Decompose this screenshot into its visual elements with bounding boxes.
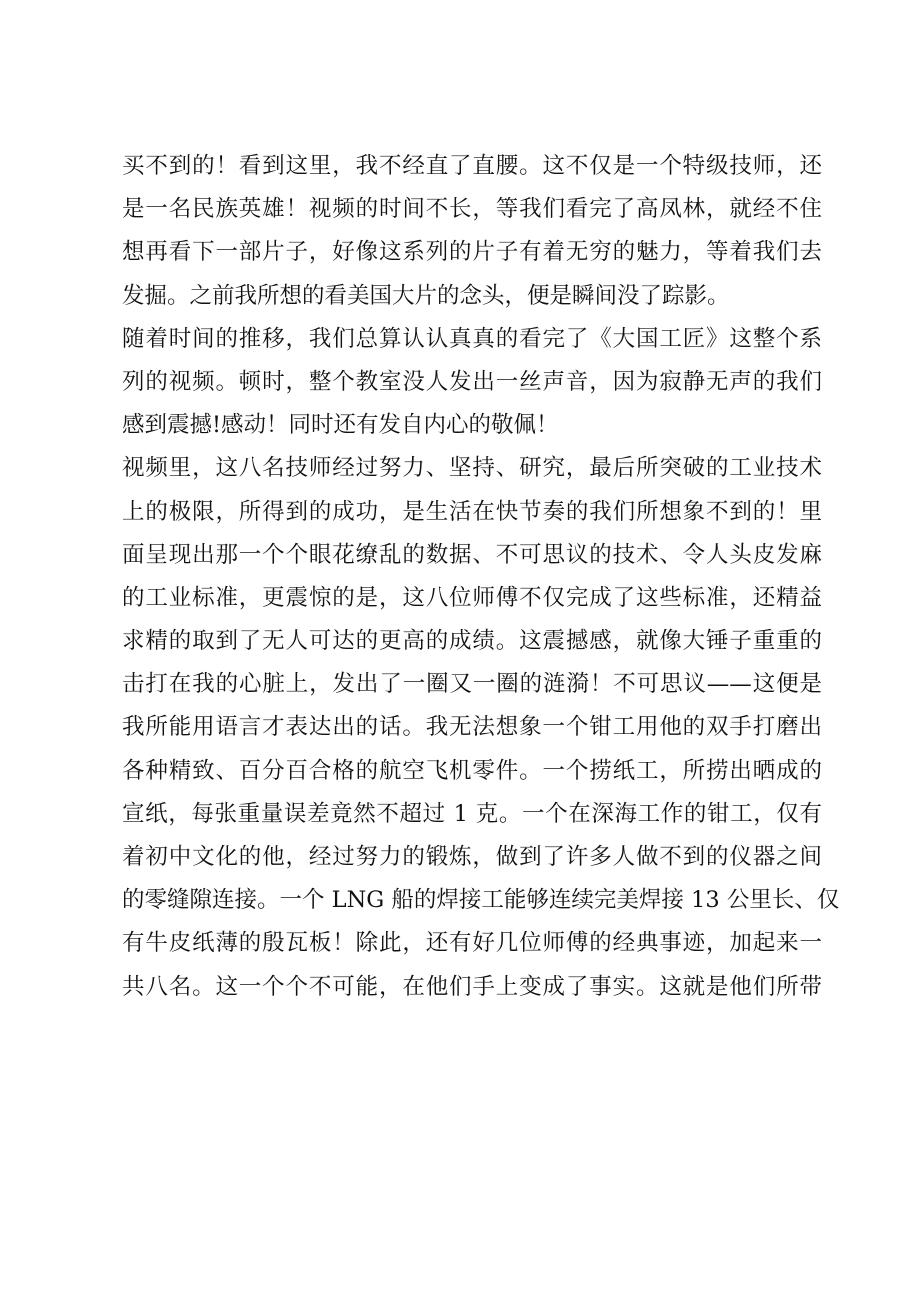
text-line: 求精的取到了无人可达的更高的成绩。这震撼感，就像大锤子重重的: [122, 628, 822, 655]
text-line: 视频里，这八名技师经过努力、坚持、研究，最后所突破的工业技术: [122, 455, 822, 482]
paragraph-3: [122, 447, 840, 1008]
paragraph-2: [122, 318, 822, 448]
text-line: 随着时间的推移，我们总算认认真真的看完了《大国工匠》这整个系: [122, 325, 822, 352]
paragraph-1: [122, 145, 822, 318]
text-line: 着初中文化的他，经过努力的锻炼，做到了许多人做不到的仪器之间: [122, 844, 822, 870]
text-line: 各种精致、百分百合格的航空飞机零件。一个捞纸工，所捞出晒成的: [122, 757, 822, 784]
text-line: 面呈现出那一个个眼花缭乱的数据、不可思议的技术、令人头皮发麻: [122, 541, 822, 568]
document-body: [122, 145, 840, 1009]
text-line: 有牛皮纸薄的殷瓦板！除此，还有好几位师傅的经典事迹，加起来一: [122, 930, 822, 957]
text-line: 发掘。之前我所想的看美国大片的念头，便是瞬间没了踪影。: [122, 282, 730, 309]
text-line: 买不到的！看到这里，我不经直了直腰。这不仅是一个特级技师，还: [122, 153, 822, 179]
text-line: 感到震撼!感动！同时还有发自内心的敬佩！: [122, 412, 559, 439]
text-line: 的工业标准，更震惊的是，这八位师傅不仅完成了这些标准，还精益: [122, 584, 822, 611]
text-line: 的零缝隙连接。一个 LNG 船的焊接工能够连续完美焊接 13 公里长、仅: [122, 887, 840, 914]
text-line: 上的极限，所得到的成功，是生活在快节奏的我们所想象不到的！里: [122, 498, 822, 525]
text-line: 想再看下一部片子，好像这系列的片子有着无穷的魅力，等着我们去: [122, 239, 822, 266]
text-line: 我所能用语言才表达出的话。我无法想象一个钳工用他的双手打磨出: [122, 714, 822, 741]
text-line: 是一名民族英雄！视频的时间不长，等我们看完了高凤林，就经不住: [122, 196, 822, 223]
text-line: 击打在我的心脏上，发出了一圈又一圈的涟漪！不可思议——这便是: [122, 671, 822, 698]
text-line: 列的视频。顿时，整个教室没人发出一丝声音，因为寂静无声的我们: [122, 368, 822, 395]
text-line: 宣纸，每张重量误差竟然不超过 1 克。一个在深海工作的钳工，仅有: [122, 800, 822, 827]
text-line: 共八名。这一个个不可能，在他们手上变成了事实。这就是他们所带: [122, 973, 822, 1000]
